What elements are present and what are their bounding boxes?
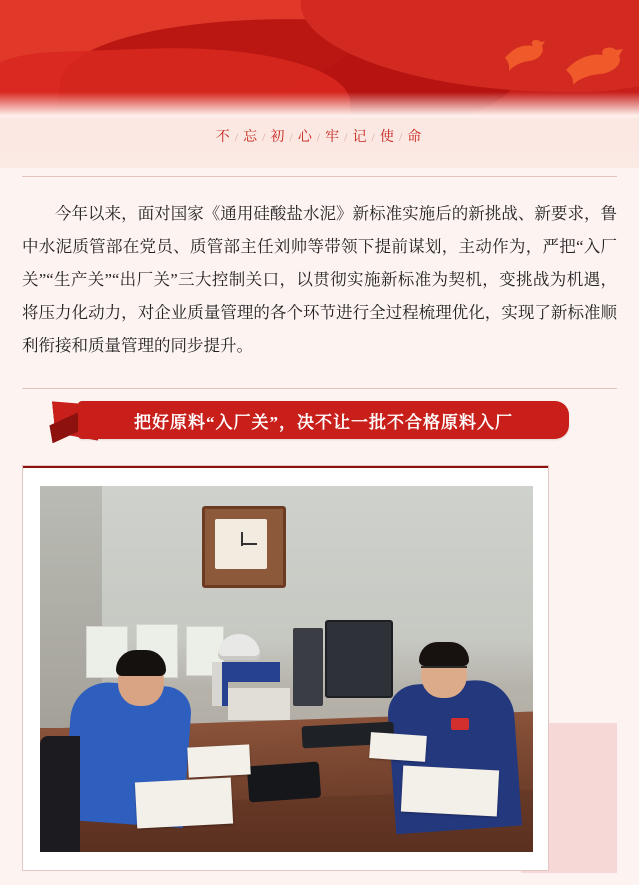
slogan-char: 牢 [325,130,342,145]
desk-document [401,766,499,817]
article-body [22,177,617,380]
dove-icon [565,46,625,86]
slogan-char: 忘 [243,130,260,145]
slogan-char: 命 [407,130,424,145]
page-banner [0,0,639,168]
computer-monitor [325,620,393,698]
chest-badge [451,718,469,730]
divider [22,388,617,389]
slogan-separator: / [344,130,350,144]
desk-phone [247,762,321,803]
slogan-separator: / [316,130,323,144]
slogan-separator: / [371,130,377,144]
dove-icon [503,38,547,72]
office-chair [40,736,80,852]
clock-hand [241,543,257,545]
photo-card [22,465,549,871]
article-paragraph: 今年以来，面对国家《通用硅酸盐水泥》新标准实施后的新挑战、新要求，鲁中水泥质管部在党员、质管部主任刘帅等带领下提前谋划，主动作为，严把“入厂关”“生产关”“出厂关”三大控制关口，以贯彻实施新标准为契机，变挑战为机遇，将压力化动力，对企业质量管理的各个环节进行全过程梳理优化，实现了新标准顺利衔接和质量管理的同步提升。 [22,204,617,355]
banner-slogan [0,126,639,146]
clock-face [215,519,267,569]
slogan-separator: / [262,130,268,144]
slogan-char: 初 [270,130,287,145]
slogan-separator: / [234,130,241,144]
slogan-separator: / [398,130,405,144]
slogan-char: 使 [379,130,396,145]
photo-section [22,465,617,885]
office-meeting-photo [40,486,533,852]
person-right-hair [419,642,469,666]
glasses-icon [421,666,467,676]
desk-document [187,744,250,777]
section-heading [22,393,617,449]
slogan-char: 不 [215,130,232,145]
slogan-char: 心 [297,130,314,145]
ribbon-banner [78,401,569,439]
slogan-char: 记 [352,130,369,145]
computer-tower [293,628,323,706]
desk-document [135,778,233,829]
person-left-hair [116,650,166,676]
slogan-separator: / [289,130,295,144]
section-title: 把好原料“入厂关”，决不让一批不合格原料入厂 [134,412,513,432]
desk-document [369,732,427,762]
document-stack [228,682,290,720]
wall-clock-icon [202,506,286,588]
banner-fade [0,92,639,118]
